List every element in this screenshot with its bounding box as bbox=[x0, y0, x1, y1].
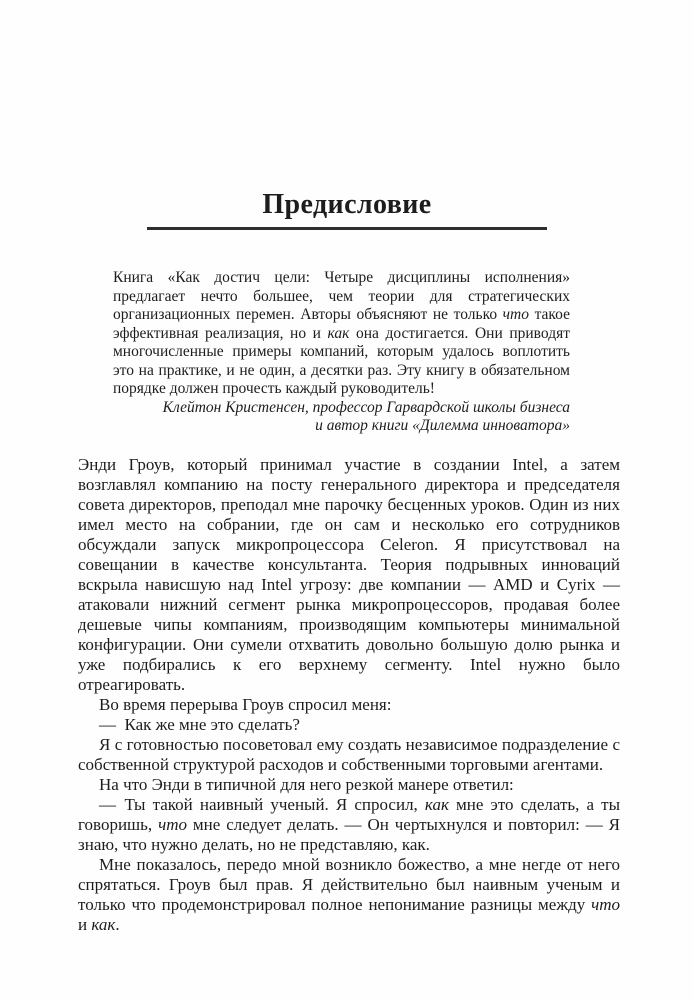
text-run: мне следует делать. — Он чертыхнулся и повторил: — Я знаю, что нужно делать, но не представляю, как. bbox=[78, 814, 620, 854]
text-run: На что Энди в типичной для него резкой манере ответил: bbox=[99, 774, 514, 794]
attribution-line-1: Клейтон Кристенсен, профессор Гарвардской школы бизнеса bbox=[162, 398, 570, 416]
paragraph bbox=[78, 795, 620, 855]
attribution-line-2: и автор книги «Дилемма инноватора» bbox=[315, 417, 570, 434]
paragraph bbox=[78, 855, 620, 935]
text-run: Книга «Как достич цели: Четыре дисциплины исполнения» предлагает нечто большее, чем теории для стратегических организационных перемен. Авторы объясняют не только bbox=[113, 269, 570, 323]
italic-run: что bbox=[158, 814, 187, 834]
text-run: такое эффективная реализация, но и bbox=[113, 306, 570, 342]
text-run: Энди Гроув, который принимал участие в создании Intel, а затем возглавлял компанию на посту генерального директора и председателя совета директоров, преподал мне парочку бесценных уроков. Один из них имел место на собрании, где он сам и несколько его сотрудников обсуждали запуск микропроцессора Celeron. Я присутствовал на совещании в качестве консультанта. Теория подрывных инноваций вскрыла нависшую над Intel угрозу: две компании — AMD и Cyrix — атаковали нижний сегмент рынка микропроцессоров, продавая более дешевые чипы компаниям, производящим компьютеры минимальной конфигурации. Они сумели отхватить довольно большую долю рынка и уже подбирались к его верхнему сегменту. Intel нужно было отреагировать. bbox=[78, 454, 620, 694]
paragraph bbox=[78, 455, 620, 695]
chapter-heading bbox=[0, 0, 694, 230]
italic-run: как bbox=[327, 324, 350, 342]
text-run: . bbox=[115, 914, 120, 934]
paragraph bbox=[78, 775, 620, 795]
text-run: она достигается. Они приводят многочисленные примеры компаний, которым удалось воплотить это на практике, и не один, а десятки раз. Эту книгу в обязательном порядке должен прочесть каждый руководитель! bbox=[113, 324, 570, 397]
text-run: и bbox=[78, 914, 92, 934]
paragraph bbox=[78, 735, 620, 775]
epigraph-block bbox=[113, 269, 570, 436]
epigraph-attribution bbox=[113, 399, 570, 436]
italic-run: как bbox=[424, 794, 449, 814]
body-text bbox=[78, 455, 620, 935]
text-run: — Ты такой наивный ученый. Я спросил, bbox=[99, 794, 425, 814]
italic-run: что bbox=[591, 894, 620, 914]
paragraph bbox=[78, 695, 620, 715]
italic-run: что bbox=[502, 306, 529, 323]
text-run: мне это сделать, а ты говоришь, bbox=[78, 794, 621, 834]
title-rule bbox=[147, 227, 547, 230]
epigraph-text bbox=[113, 269, 570, 399]
paragraph bbox=[78, 715, 620, 735]
text-run: Во время перерыва Гроув спросил меня: bbox=[99, 694, 392, 714]
text-column bbox=[78, 269, 620, 935]
text-run: — Как же мне это сделать? bbox=[99, 714, 300, 734]
text-run: Мне показалось, передо мной возникло божество, а мне негде от него спрятаться. Гроув был прав. Я действительно был наивным ученым и только что продемонстрировал полное непонимание разницы между bbox=[78, 854, 620, 914]
italic-run: как bbox=[91, 914, 116, 934]
page-title: Предисловие bbox=[262, 189, 432, 220]
text-run: Я с готовностью посоветовал ему создать независимое подразделение с собственной структурой расходов и собственными торговыми агентами. bbox=[78, 734, 620, 774]
